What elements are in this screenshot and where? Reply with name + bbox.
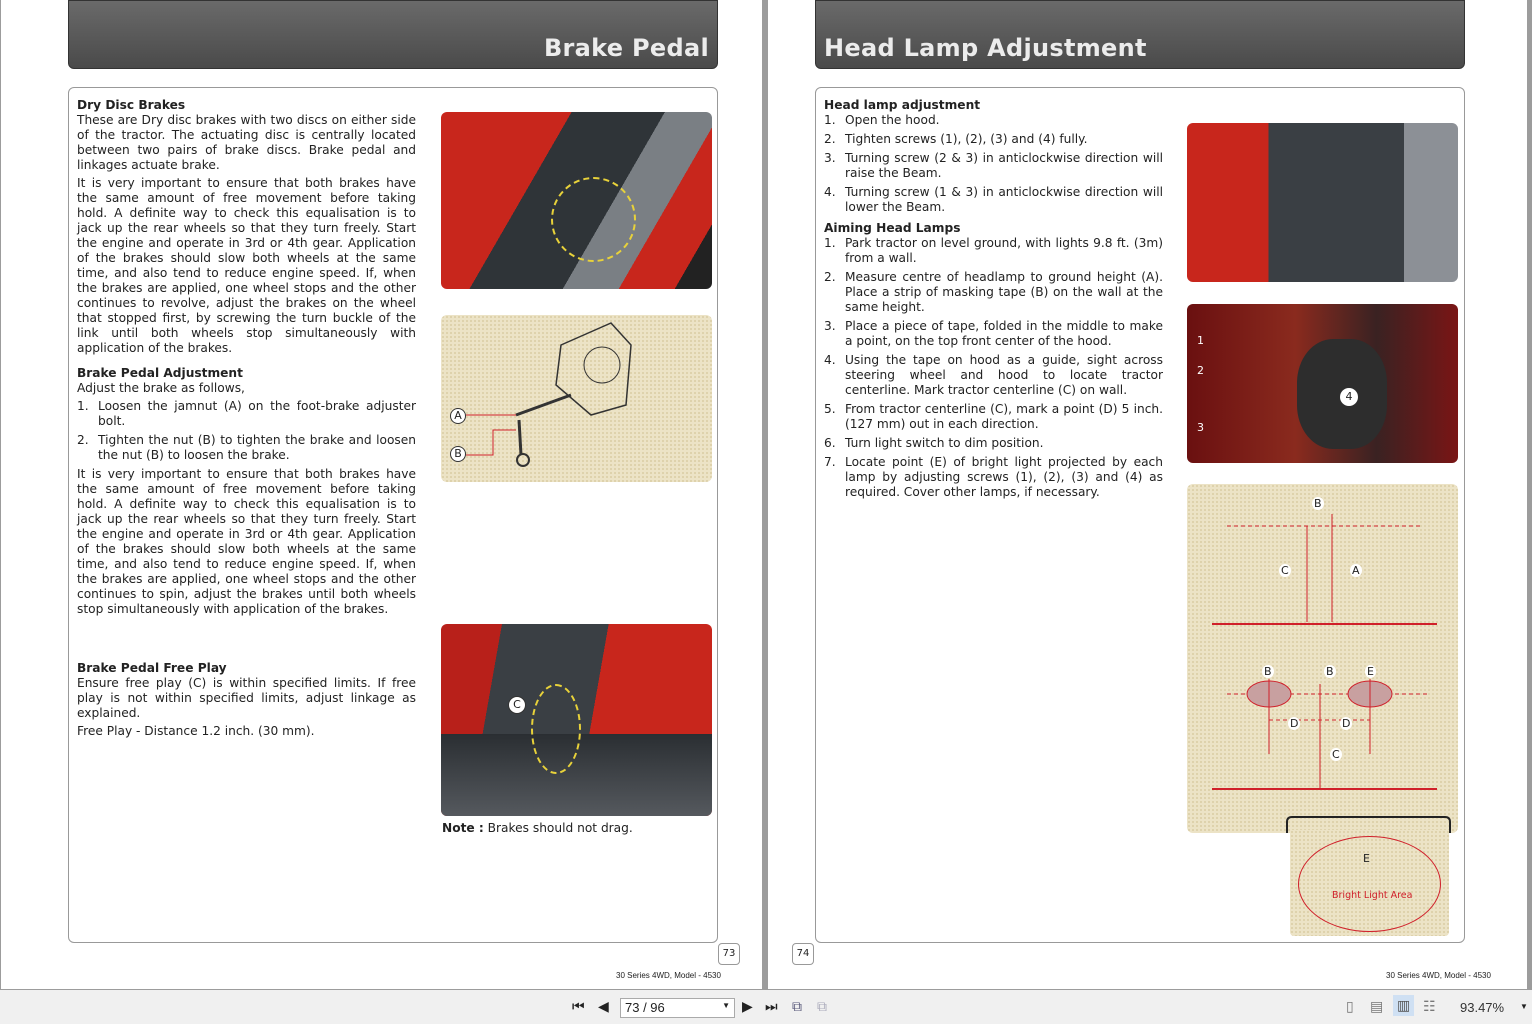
- viewer-toolbar: [0, 990, 1532, 1024]
- paragraph: Free Play - Distance 1.2 inch. (30 mm).: [77, 724, 315, 738]
- aiming-diagram: [1187, 484, 1458, 833]
- page-number: 74: [792, 943, 814, 965]
- page-selector[interactable]: 73 / 96 ▼: [620, 998, 735, 1018]
- list-item: 6. Turn light switch to dim position.: [824, 436, 1044, 450]
- callout-4: 4: [1340, 388, 1358, 406]
- two-page-view-icon[interactable]: ▥: [1393, 995, 1414, 1016]
- section-heading: Brake Pedal Free Play: [77, 661, 227, 675]
- bright-light-inset: [1290, 830, 1449, 936]
- hood-open-photo: [1187, 123, 1458, 282]
- page-header: [815, 0, 1465, 69]
- first-page-button[interactable]: ⏮: [572, 998, 585, 1014]
- paragraph: These are Dry disc brakes with two discs on either side of the tractor. The actuating disc is centrally located between two pairs of brake discs. Brake pedal and linkages actuate brake.: [77, 113, 416, 172]
- callout-a: A: [450, 408, 466, 424]
- previous-page-button[interactable]: ◀: [598, 998, 609, 1014]
- chevron-down-icon: ▼: [722, 1001, 730, 1010]
- list-item: 4. Using the tape on hood as a guide, sight across steering wheel and hood to locate tractor centerline. Mark tractor centerline (C) on wall.: [824, 353, 1163, 397]
- note: Note : Brakes should not drag.: [442, 821, 633, 835]
- section-heading: Head lamp adjustment: [824, 98, 981, 112]
- page-footer: 30 Series 4WD, Model - 4530: [1386, 971, 1491, 980]
- headlamp-screws-photo: [1187, 304, 1458, 463]
- page-title: Head Lamp Adjustment: [824, 34, 1147, 62]
- paragraph: It is very important to ensure that both brakes have the same amount of free movement before taking hold. A definite way to check this equalisation is to jack up the rear wheels so that they turn freely. Start the engine and operate in 3rd or 4th gear. Application of the brakes should slow both wheels at the same time, and also tend to reduce engine speed. If, when the brakes are applied, one wheel stops and the other continues to spin, adjust the brakes until both wheels stop simultaneously with application of the brakes.: [77, 467, 416, 616]
- list-item: 1. Park tractor on level ground, with lights 9.8 ft. (3m) from a wall.: [824, 236, 1163, 265]
- page-73: [1, 0, 762, 989]
- inset-label-e: E: [1363, 852, 1370, 865]
- callout-c: C: [508, 696, 526, 714]
- callout-3: 3: [1197, 421, 1204, 434]
- last-page-button[interactable]: ⏭: [765, 998, 778, 1014]
- section-heading: Aiming Head Lamps: [824, 221, 961, 235]
- label-c-top: C: [1281, 564, 1289, 577]
- next-page-button[interactable]: ▶: [742, 998, 753, 1014]
- callout-1: 1: [1197, 334, 1204, 347]
- list-item: 7. Locate point (E) of bright light projected by each lamp by adjusting screws (1), (2), (3) and (4) as required. Cover other lamps, if necessary.: [824, 455, 1163, 499]
- section-heading: Brake Pedal Adjustment: [77, 366, 243, 380]
- paragraph: Ensure free play (C) is within specified limits. If free play is not within specified limits, adjust linkage as explained.: [77, 676, 416, 720]
- label-c: C: [1332, 748, 1340, 761]
- list-item: 3. Place a piece of tape, folded in the middle to make a point, on the top front center of the hood.: [824, 319, 1163, 348]
- page-header: [68, 0, 718, 69]
- list-item: 5. From tractor centerline (C), mark a point (D) 5 inch. (127 mm) out in each direction.: [824, 402, 1163, 431]
- page-footer: 30 Series 4WD, Model - 4530: [616, 971, 721, 980]
- brake-adjust-diagram: [441, 315, 712, 482]
- single-page-view-icon[interactable]: ▯: [1346, 998, 1354, 1014]
- text-column: [77, 94, 416, 742]
- two-page-continuous-icon[interactable]: ☷: [1423, 998, 1436, 1014]
- label-b2: B: [1326, 665, 1334, 678]
- label-e: E: [1367, 665, 1374, 678]
- callout-b: B: [450, 446, 466, 462]
- zoom-level[interactable]: 93.47%: [1460, 1000, 1505, 1015]
- go-forward-view-icon[interactable]: ⧉: [817, 998, 827, 1014]
- steps-list: [77, 399, 416, 463]
- continuous-view-icon[interactable]: ▤: [1370, 998, 1384, 1014]
- list-item: 2. Measure centre of headlamp to ground height (A). Place a strip of masking tape (B) on the wall at the same height.: [824, 270, 1163, 314]
- zoom-dropdown-icon[interactable]: ▼: [1520, 1002, 1528, 1011]
- free-play-photo: [441, 624, 712, 816]
- steps-list: [824, 236, 1163, 500]
- label-d2: D: [1342, 717, 1351, 730]
- brake-pedal-photo: [441, 112, 712, 289]
- label-a-top: A: [1352, 564, 1360, 577]
- go-back-view-icon[interactable]: ⧉: [792, 998, 802, 1014]
- bright-light-area-label: Bright Light Area: [1332, 890, 1413, 901]
- steps-list: [824, 113, 1163, 215]
- page-title: Brake Pedal: [543, 34, 709, 62]
- list-item: 2. Tighten the nut (B) to tighten the brake and loosen the nut (B) to loosen the brake.: [77, 433, 416, 462]
- list-item: 4. Turning screw (1 & 3) in anticlockwise direction will lower the Beam.: [824, 185, 1163, 214]
- content-box: [815, 87, 1465, 943]
- label-d1: D: [1290, 717, 1299, 730]
- page-number: 73: [718, 943, 740, 965]
- page-74: [768, 0, 1527, 989]
- list-item: 1. Open the hood.: [824, 113, 940, 127]
- section-heading: Dry Disc Brakes: [77, 98, 186, 112]
- list-item: 3. Turning screw (2 & 3) in anticlockwise direction will raise the Beam.: [824, 151, 1163, 180]
- list-item: 2. Tighten screws (1), (2), (3) and (4) fully.: [824, 132, 1088, 146]
- label-b1: B: [1264, 665, 1272, 678]
- list-item: 1. Loosen the jamnut (A) on the foot-brake adjuster bolt.: [77, 399, 416, 428]
- content-box: [68, 87, 718, 943]
- label-b-top: B: [1314, 497, 1322, 510]
- paragraph: Adjust the brake as follows,: [77, 381, 245, 395]
- paragraph: It is very important to ensure that both brakes have the same amount of free movement before taking hold. A definite way to check this equalisation is to jack up the rear wheels so that they turn freely. Start the engine and operate in 3rd or 4th gear. Application of the brakes should slow both wheels at the same time, and also tend to reduce engine speed. If, when the brakes are applied, one wheel stops and the other continues to revolve, adjust the brakes on the wheel that stopped first, by screwing the turn buckle of the link until both wheels stop simultaneously with application of the brakes.: [77, 176, 416, 355]
- text-column: [824, 94, 1163, 504]
- callout-2: 2: [1197, 364, 1204, 377]
